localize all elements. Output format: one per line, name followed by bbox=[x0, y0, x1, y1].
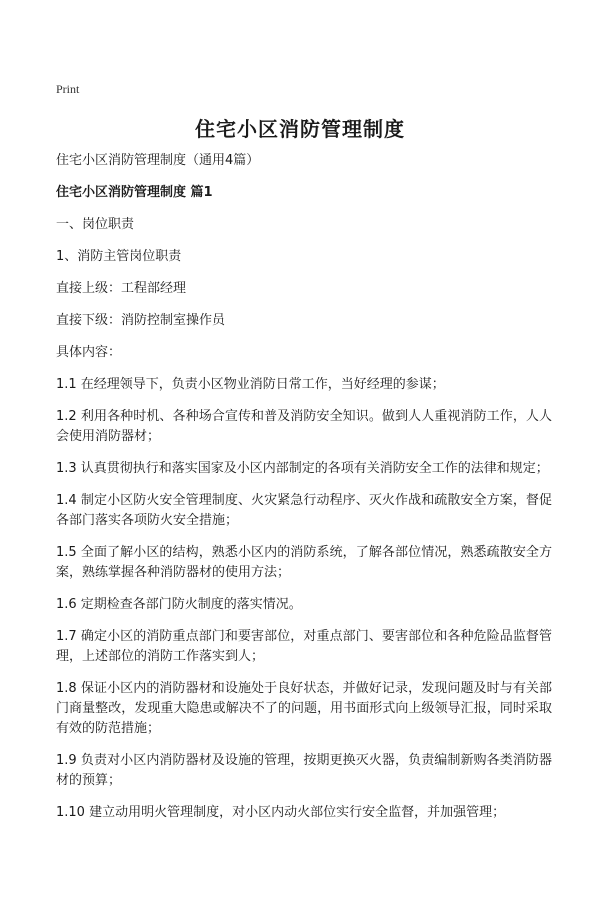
paragraph: 直接下级：消防控制室操作员 bbox=[56, 313, 226, 328]
paragraph-list bbox=[56, 215, 552, 823]
paragraph: 1.5 全面了解小区的结构，熟悉小区内的消防系统，了解各部位情况，熟悉疏散安全方案，熟练掌握各种消防器材的使用方法； bbox=[56, 545, 552, 580]
paragraph: 1.4 制定小区防火安全管理制度、火灾紧急行动程序、灭火作战和疏散安全方案，督促各部门落实各项防火安全措施； bbox=[56, 493, 552, 528]
section-heading: 住宅小区消防管理制度 篇1 bbox=[56, 185, 213, 200]
paragraph: 直接上级：工程部经理 bbox=[56, 281, 187, 296]
paragraph: 1.1 在经理领导下，负责小区物业消防日常工作，当好经理的参谋； bbox=[56, 377, 445, 392]
paragraph: 1.10 建立动用明火管理制度，对小区内动火部位实行安全监督，并加强管理； bbox=[56, 805, 506, 820]
paragraph: 一、岗位职责 bbox=[56, 217, 135, 232]
paragraph: 1.7 确定小区的消防重点部门和要害部位，对重点部门、要害部位和各种危险品监督管理，上述部位的消防工作落实到人； bbox=[56, 629, 552, 664]
paragraph: 1.3 认真贯彻执行和落实国家及小区内部制定的各项有关消防安全工作的法律和规定； bbox=[56, 461, 549, 476]
paragraph: 1.6 定期检查各部门防火制度的落实情况。 bbox=[56, 597, 302, 612]
document-body bbox=[56, 151, 552, 835]
paragraph: 具体内容： bbox=[56, 345, 122, 360]
paragraph: 1.8 保证小区内的消防器材和设施处于良好状态，并做好记录，发现问题及时与有关部门商量整改，发现重大隐患或解决不了的问题，用书面形式向上级领导汇报，同时采取有效的防范措施； bbox=[56, 681, 552, 736]
paragraph: 1、消防主管岗位职责 bbox=[56, 249, 182, 264]
paragraph: 1.9 负责对小区内消防器材及设施的管理，按期更换灭火器，负责编制新购各类消防器材的预算； bbox=[56, 753, 552, 788]
print-label: Print bbox=[56, 82, 80, 96]
document-subtitle: 住宅小区消防管理制度（通用4篇） bbox=[56, 153, 260, 168]
page-title: 住宅小区消防管理制度 bbox=[195, 117, 405, 141]
paragraph: 1.2 利用各种时机、各种场合宣传和普及消防安全知识。做到人人重视消防工作，人人会使用消防器材； bbox=[56, 409, 552, 444]
